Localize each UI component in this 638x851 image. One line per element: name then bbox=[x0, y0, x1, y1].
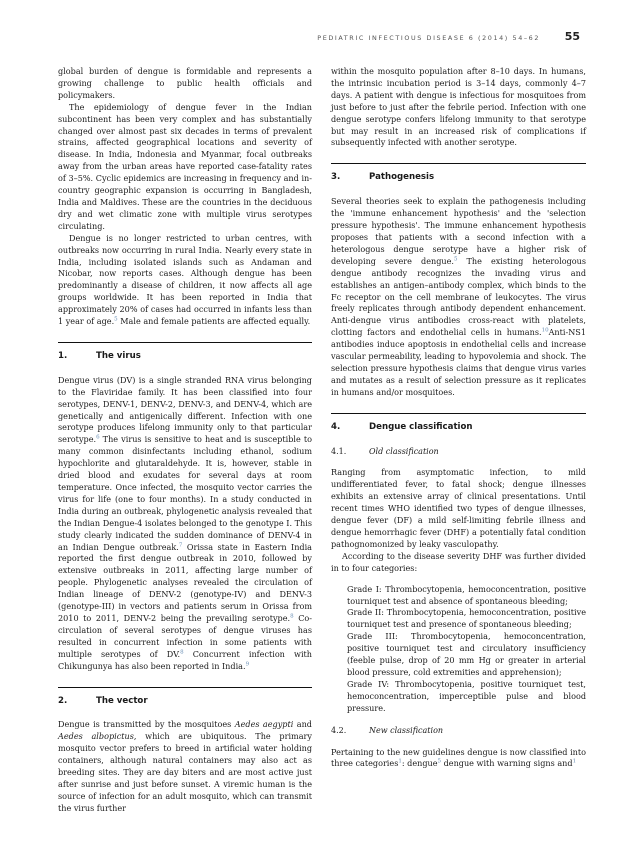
grade-item: Grade III: Thrombocytopenia, hemoconcentration, positive tourniquet test and circulatory insufficiency (feeble pulse, drop of 20 mm Hg or greater in arterial blood pressure, cold extremities and apprehension); bbox=[347, 631, 586, 677]
citation[interactable]: 7 bbox=[178, 541, 183, 548]
citation[interactable]: 9 bbox=[245, 660, 250, 667]
running-header bbox=[58, 30, 580, 46]
paragraph: The epidemiology of dengue fever in the Indian subcontinent has been very complex and has substantially changed over almost past six decades in terms of prevalent strains, affected geographical locations and severity of disease. In India, Indonesia and Myanmar, focal outbreaks away from the urban areas have reported case-fatality rates of 3–5%. Cyclic epidemics are increasing in frequency and in-country geographic expansion is occurring in Bangladesh, India and Maldives. These are the countries in the deciduous dry and wet climatic zone with multiple virus serotypes circulating. bbox=[58, 101, 312, 231]
grade-item: Grade II: Thrombocytopenia, hemoconcentration, positive tourniquet test and presence of spontaneous bleeding; bbox=[347, 607, 586, 630]
paragraph: Pertaining to the new guidelines dengue is now classified into three categories$^1$: dengue$^5$ dengue with warning signs and$^1$ bbox=[331, 746, 586, 769]
grade-item: Grade I: Thrombocytopenia, hemoconcentration, positive tourniquet test and absence of spontaneous bleeding; bbox=[347, 583, 586, 606]
right-column bbox=[331, 66, 586, 770]
paragraph: According to the disease severity DHF was further divided in to four categories: bbox=[331, 550, 586, 573]
paragraph: Dengue is transmitted by the mosquitoes Aedes aegypti and Aedes albopictus, which are ubiquitous. The primary mosquito vector prefers to breed in artificial water holding containers, although natural containers may also act as breeding sites. They are day biters and are most active just after sunrise and just before sunset. A viremic human is the source of infection for an adult mosquito, which can transmit the virus further bbox=[58, 719, 312, 813]
section-heading-pathogenesis: 3. Pathogenesis bbox=[331, 163, 586, 184]
citation[interactable]: 1 bbox=[572, 758, 577, 765]
page-number: 55 bbox=[564, 30, 580, 43]
citation[interactable]: 1 bbox=[398, 758, 402, 765]
citation[interactable]: 10 bbox=[541, 327, 549, 334]
paragraph: within the mosquito population after 8–10 days. In humans, the intrinsic incubation period is 3–14 days, commonly 4–7 days. A patient with dengue is infectious for mosquitoes from just before to just after the febrile period. Infection with one dengue serotype confers lifelong immunity to that serotype but may result in an increased risk of complications if subsequently infected with another serotype. bbox=[331, 66, 586, 148]
paragraph: Ranging from asymptomatic infection, to mild undifferentiated fever, to fatal shock; dengue illnesses exhibits an extensive array of clinical presentations. Until recent times WHO identified two types of dengue illnesses, dengue fever (DF) a mild self-limiting febrile illness and dengue hemorrhagic fever (DHF) a potentially fatal condition pathognomonized by leaky vasculopathy. bbox=[331, 467, 586, 549]
paragraph: Dengue virus (DV) is a single stranded RNA virus belonging to the Flaviridae family. It has been classified into four serotypes, DENV-1, DENV-2, DENV-3, and DENV-4, which are genetically and antigenically different. Infection with one serotype produces lifelong immunity only to that particular serotype.$^6$ The virus is sensitive to heat and is susceptible to many common disinfectants including ethanol, sodium hypochlorite and glutaraldehyde. It is, however, stable in dried blood and exudates for several days at room temperature. Once infected, the mosquito vector carries the virus for life (one to four months). In a study conducted in India during an outbreak, phylogenetic analysis revealed that the Indian Dengue-4 isolates belonged to the genotype I. This study clearly indicated the sudden dominance of DENV-4 in an Indian Dengue outbreak.$^7$ Orissa state in Eastern India reported the first dengue outbreak in 2010, followed by extensive outbreaks in 2011, affecting large number of people. Phylogenetic analyses revealed the circulation of Indian lineage of DENV-2 (genotype-IV) and DENV-3 (genotype-III) in vectors and patients serum in Orissa from 2010 to 2011, DENV-2 being the prevailing serotype.$^8$ Co-circulation of several serotypes of dengue viruses has resulted in concurrent infection in some patients with multiple serotypes of DV.$^8$ Concurrent infection with Chikungunya has also been reported in India.$^9$ bbox=[58, 374, 313, 671]
citation[interactable]: 5 bbox=[437, 758, 442, 765]
section-heading-classification: 4. Dengue classification bbox=[331, 413, 586, 434]
section-heading-virus: 1. The virus bbox=[58, 342, 312, 363]
citation[interactable]: 5 bbox=[114, 316, 118, 323]
paragraph: global burden of dengue is formidable and represents a growing challenge to public health officials and policymakers. bbox=[58, 66, 312, 100]
section-heading-vector: 2. The vector bbox=[58, 687, 312, 708]
citation[interactable]: 8 bbox=[180, 649, 184, 655]
grade-item: Grade IV: Thrombocytopenia, positive tourniquet test, hemoconcentration, imperceptible pulse and blood pressure. bbox=[347, 678, 586, 713]
citation[interactable]: 5 bbox=[453, 256, 458, 263]
subsection-heading-old: 4.1. Old classification bbox=[331, 446, 439, 456]
paragraph: Dengue is no longer restricted to urban centres, with outbreaks now occurring in rural India. Nearly every state in India, including isolated islands such as Andaman and Nicobar, now reports cases. Although dengue has been predominantly a disease of children, it now affects all age groups worldwide. It has been reported in India that approximately 20% of cases had occurred in infants less than 1 year of age.$^5$ Male and female patients are affected equally. bbox=[58, 232, 312, 327]
subsection-heading-new: 4.2. New classification bbox=[331, 725, 444, 735]
citation[interactable]: 8 bbox=[290, 613, 294, 620]
paragraph: Several theories seek to explain the pathogenesis including the 'immune enhancement hypothesis' and the 'selection pressure hypothesis'. The immune enhancement hypothesis proposes that patients with a second infection with a heterologous dengue serotype have a higher risk of developing severe dengue.$^5$ The existing heterologous dengue antibody recognizes the invading virus and establishes an antigen–antibody complex, which binds to the Fc receptor on the cell membrane of leukocytes. The virus freely replicates through antibody dependent enhancement. Anti-dengue virus antibodies cross-react with platelets, clotting factors and endothelial cells in humans.$^{10}$Anti-NS1 antibodies induce apoptosis in endothelial cells and increase vascular permeability, leading to hypovolemia and shock. The selection pressure hypothesis claims that dengue virus varies and mutates as a result of selection pressure as it replicates in humans and/or mosquitoes. bbox=[331, 196, 586, 397]
journal-title: PEDIATRIC INFECTIOUS DISEASE 6 (2014) 54–62 bbox=[317, 34, 540, 42]
citation[interactable]: 6 bbox=[96, 434, 100, 441]
left-column bbox=[58, 66, 312, 815]
